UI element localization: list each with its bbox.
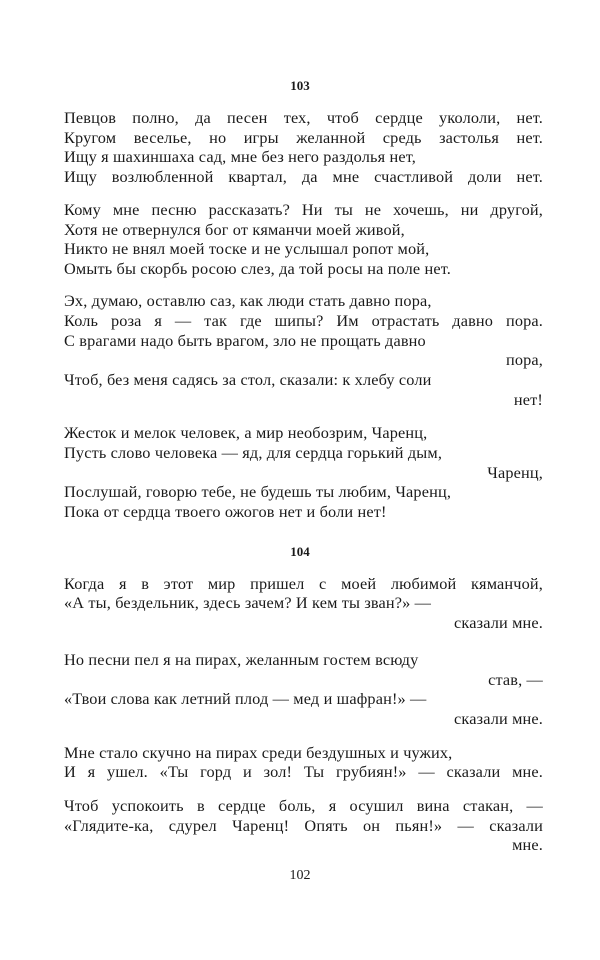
verse-line-continuation: нет!	[513, 390, 543, 409]
verse-line: Ищу я шахиншаха сад, мне без него раздолья нет,	[64, 147, 416, 166]
verse-line: Когда я в этот мир пришел с моей любимой кяманчой,	[64, 574, 543, 593]
verse-line: Ищу возлюбленной квартал, да мне счастливой доли нет.	[64, 167, 543, 186]
verse-line: Чтоб, без меня садясь за стол, сказали: к хлебу соли	[64, 370, 432, 389]
verse-line: Кругом веселье, но игры желанной средь застолья нет.	[64, 128, 543, 147]
verse-line: Кому мне песню рассказать? Ни ты не хочешь, ни другой,	[64, 200, 543, 219]
verse-line-continuation: став, —	[488, 670, 543, 689]
verse-line: Омыть бы скорбь росою слез, да той росы на поле нет.	[64, 259, 452, 278]
verse-line: И я ушел. «Ты горд и зол! Ты грубиян!» — сказали мне.	[64, 762, 543, 781]
verse-line: Пусть слово человека — яд, для сердца горький дым,	[64, 443, 443, 462]
verse-line: «А ты, бездельник, здесь зачем? И кем ты зван?» —	[64, 593, 432, 612]
verse-line: Коль роза я — так где шипы? Им отрастать давно пора.	[64, 311, 543, 330]
verse-line: Жесток и мелок человек, а мир необозрим, Чаренц,	[64, 423, 428, 442]
verse-line-continuation: пора,	[505, 350, 543, 369]
verse-line-continuation: Чаренц,	[487, 463, 543, 482]
poem-number: 103	[290, 78, 310, 93]
page-number: 102	[289, 868, 311, 883]
verse-line: Певцов полно, да песен тех, чтоб сердце укололи, нет.	[64, 108, 543, 127]
verse-line: Но песни пел я на пирах, желанным гостем всюду	[64, 650, 419, 669]
verse-line: С врагами надо быть врагом, зло не прощать давно	[64, 331, 426, 350]
verse-line: Никто не внял моей тоске и не услышал ропот мой,	[64, 239, 430, 258]
poem-number: 104	[290, 544, 310, 559]
verse-line: Мне стало скучно на пирах среди бездушных и чужих,	[64, 743, 453, 762]
verse-line-continuation: сказали мне.	[454, 613, 543, 632]
verse-line-continuation: сказали мне.	[454, 709, 543, 728]
verse-line: Пока от сердца твоего ожогов нет и боли нет!	[64, 502, 387, 521]
verse-line: Хотя не отвернулся бог от кяманчи моей живой,	[64, 220, 405, 239]
verse-line: Чтоб успокоить в сердце боль, я осушил вина стакан, —	[64, 796, 543, 815]
verse-line-continuation: мне.	[512, 835, 543, 854]
verse-line: Послушай, говорю тебе, не будешь ты любим, Чаренц,	[64, 482, 452, 501]
verse-line: «Глядите-ка, сдурел Чаренц! Опять он пьян!» — сказали	[64, 816, 543, 835]
verse-line: «Твои слова как летний плод — мед и шафран!» —	[64, 689, 427, 708]
verse-line: Эх, думаю, оставлю саз, как люди стать давно пора,	[64, 291, 432, 310]
